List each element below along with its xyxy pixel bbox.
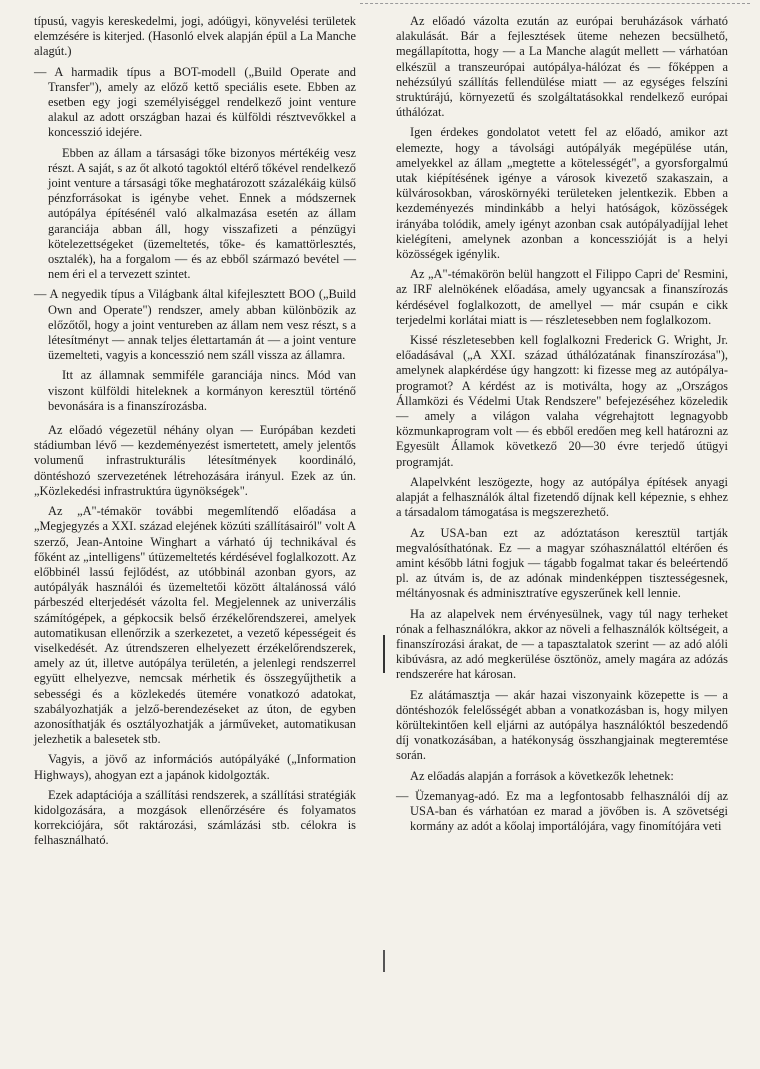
paragraph: Az előadás alapján a források a következők lehetnek:	[410, 768, 674, 783]
paragraph: Az „A"-témakör további megemlítendő előadása a „Megjegyzés a XXI. század elejének közúti szállításairól" volt A szerző, Jean-Antoine Winghart a várható új technikával és főként az „intelligens" útüzemeltetés kérdésével foglalkozott. Az előbbinél lassú fejlődést, az utóbbinál azonban gyors, az autópályák használói és üzemeltetői között általánossá váló párbeszéd elterjedését vázolta fel. Megjelennek az univerzális számítógépek, a gépkocsik belső érzékelőrendszerei, amelyek automatikusan ellenőrzik a szerkezetet, a vezető képességeit és viselkedését. Az útrendszeren elhelyezett érzékelőrendszerek, amely az út, illetve autópálya területén, a jelenlegi rendszerrel együtt elhelyezve, nemcsak mérhetik és összegyűjthetik a sebességi és a közlekedés ütemére vonatkozó adatokat, szabályozhatják a jelző-berendezéseket az úton, de egyben azonosíthatják és osztályozhatják a járműveket, automatikusan jelezhetik a balesetek stb.	[34, 504, 356, 747]
top-rule	[360, 3, 750, 4]
paragraph: Ebben az állam a társasági tőke bizonyos mértékéig vesz részt. A saját, s az őt alkotó tagoktól eltérő tőkével rendelkező joint venture a társasági tőke meghatározott százalékáig külső pénzforrásokat is igénybe vehet. Ennek a módszernek autópálya építésénél való alkalmazása esetén az állam garanciája abban áll, hogy visszafizeti a pénzügyi kötelezettségeket (üzemeltetés, tőke- és kamattörlesztés, osztalék), ha a forgalom — és az ebből származó bevétel — nem éri el a tervezett szintet.	[48, 145, 356, 282]
margin-mark	[383, 635, 385, 673]
paragraph: Ezek adaptációja a szállítási rendszerek, a szállítási stratégiák kidolgozására, a mozgások ellenőrzésére és folyamatos korrekciójára, sőt raktározási, számlázási stb. célokra is felhasználható.	[34, 787, 356, 848]
paragraph: Az előadó vázolta ezután az európai beruházások várható alakulását. Bár a fejlesztések üteme nehezen becsülhető, megállapította, hogy — a La Manche alagút mellett — várhatóan elkészül a transzeurópai autópálya-hálózat és — főképpen a nehézsúlyú szállítás fellendülése miatt — az egységes felszíni struktúrájú, környezetű és szolgáltatásokkal rendelkező európai úthálózat.	[396, 14, 728, 120]
paragraph: Igen érdekes gondolatot vetett fel az előadó, amikor azt elemezte, hogy a távolsági autópályák megépülése után, amelyekkel az állam „megtette a kötelességét", a gyorsforgalmú utak kiépítésének igénye a városok kivezető szakaszain, a külvárosokban, városkörnyéki területeken jelentkezik. Ebben a kezdeményezés mindinkább a helyi hatóságok, közösségek irányába tolódik, amely igényt azonban csak autópályadíjjal lehet kielégíteni, amelynek azonban a koncesszióját is a helyi közösségek igénylik.	[396, 125, 728, 262]
paragraph: Kissé részletesebben kell foglalkozni Frederick G. Wright, Jr. előadásával („A XXI. század úthálózatának finanszírozása"), amelynek alapkérdése úgy hangzott: ki fizesse meg az autópálya-programot? A kérdést az is motiválta, hogy az „Országos Államközi és Védelmi Utak Rendszere" befejezéséhez közeledik — amely a világon valaha végrehajtott legnagyobb közmunkaprogram volt — és ebből eredően meg kell határozni az Egyesült Államok következő 20—30 évre terjedő útügyi programját.	[396, 333, 728, 469]
paragraph: Itt az államnak semmiféle garanciája nincs. Mód van viszont külföldi hiteleknek a kormányon keresztül történő bevonására is a finanszírozásba.	[48, 368, 356, 413]
paragraph: Ha az alapelvek nem érvényesülnek, vagy túl nagy terheket rónak a felhasználókra, akkor az növeli a felhasználók költségeit, a finanszírozási árakat, de — a tapasztalatok szerint — az adó alóli kibúvásra, az adó megkerülése ösztönöz, amely magára az adózás rendszerére hat károsan.	[396, 606, 728, 682]
margin-mark	[383, 950, 385, 972]
paragraph: Vagyis, a jövő az információs autópályáké („Information Highways), ahogyan ezt a japánok kidolgozták.	[34, 752, 356, 782]
paragraph: típusú, vagyis kereskedelmi, jogi, adóügyi, könyvelési területek elemzésére is kiterjed. (Hasonló elvek alapján épül a La Manche alagút.)	[34, 14, 356, 59]
paragraph: Az „A"-témakörön belül hangzott el Filippo Capri de' Resmini, az IRF alelnökének előadása, amely ugyancsak a finanszírozás kérdésével foglalkozott, de amellyel — már csupán e cikk terjedelmi korlátai miatt is — részletesebben nem foglalkozom.	[396, 267, 728, 327]
paragraph: Az USA-ban ezt az adóztatáson keresztül tartják megvalósíthatónak. Ez — a magyar szóhasználattól eltérően és amint később látni fogjuk — tágabb fogalmat takar és beleértendő pl. az útvám is, de az adónak mindenképpen tisztességesnek, méltányosnak és adminisztratíve egyszerűnek kell lennie.	[396, 525, 728, 601]
right-column	[396, 14, 728, 839]
paragraph: Az előadó végezetül néhány olyan — Európában kezdeti stádiumban lévő — kezdeményezést ismertetett, amely jelentős volumenű infrastrukturális létesítmények koordináló, döntéshozó szervezetének létrehozására irányul. Ezek az ún. „Közlekedési infrastruktúra ügynökségek".	[34, 423, 356, 498]
paragraph: — A harmadik típus a BOT-modell („Build Operate and Transfer"), amely az előző kettő speciális esete. Ebben az esetben egy jogi személyiséggel rendelkező joint venture alakul az adott országban hazai és külföldi résztvevőkkel a koncesszió idejére.	[34, 64, 356, 140]
paragraph: Ez alátámasztja — akár hazai viszonyaink közepette is — a döntéshozók felelősségét abban a vonatkozásban is, hogy milyen körültekintően kell eljárni az autópálya használóktól beszedendő díj vonatkozásában, a hatékonyság összhangjainak megteremtése során.	[396, 687, 728, 763]
paragraph: — A negyedik típus a Világbank által kifejlesztett BOO („Build Own and Operate") rendszer, amely abban különbözik az előzőtől, hogy a joint ventureben az állam nem vesz részt, s a létesítményt — annak teljes élettartamán át — a joint venture üzemelteti, vagyis a koncesszió nem száll vissza az államra.	[34, 287, 356, 363]
paragraph: — Üzemanyag-adó. Ez ma a legfontosabb felhasználói díj az USA-ban és várhatóan ez marad a jövőben is. A szövetségi kormány az adót a kőolaj importálójára, vagy finomítójára veti	[396, 788, 728, 834]
paragraph: Alapelvként leszögezte, hogy az autópálya építések anyagi alapját a felhasználók által fizetendő díjnak kell képeznie, s ehhez a társadalom támogatása is megszerezhető.	[396, 474, 728, 520]
left-column	[34, 14, 356, 854]
